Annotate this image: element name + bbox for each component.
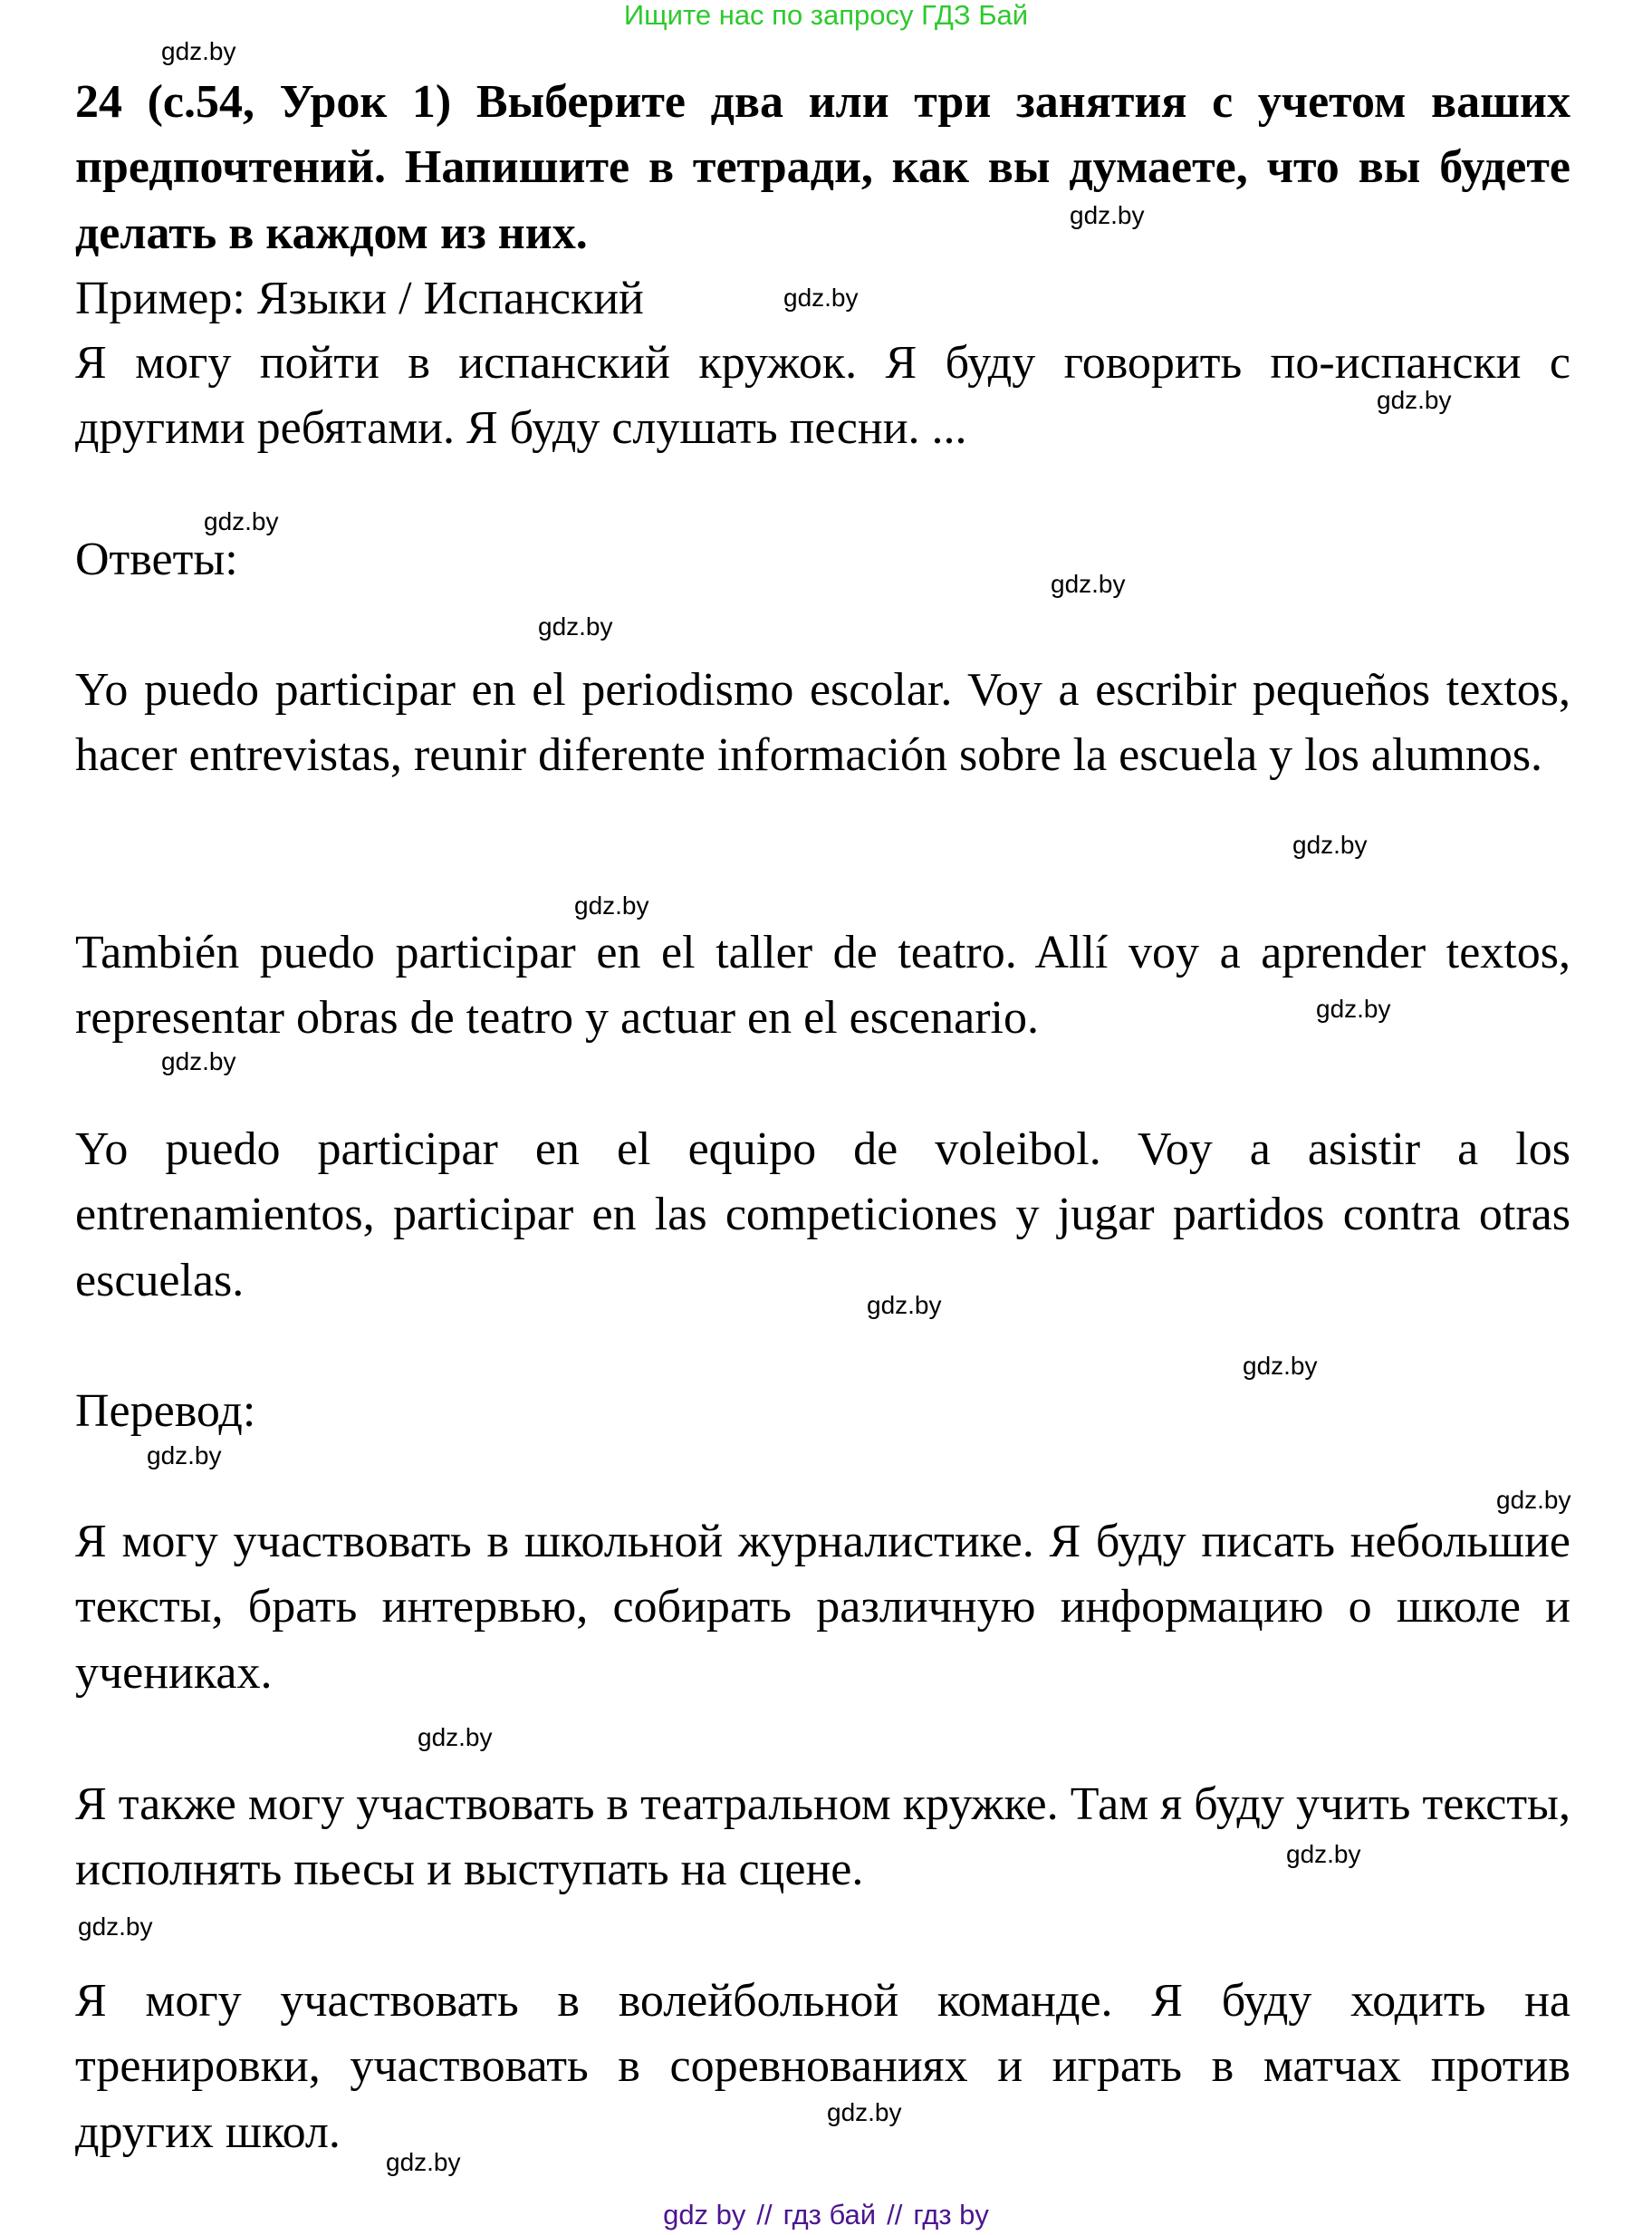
answers-heading: Ответы: — [75, 534, 238, 585]
answer-paragraph: Yo puedo participar en el equipo de voleibol. Voy a asistir a los entrenamientos, participar en las competiciones y jugar partidos contra otras escuelas. — [75, 1123, 1570, 1306]
watermark: gdz.by — [538, 612, 613, 641]
watermark: gdz.by — [1051, 570, 1126, 598]
search-hint-banner: Ищите нас по запросу ГДЗ Бай — [623, 0, 1029, 31]
watermark: gdz.by — [386, 2148, 461, 2176]
watermark: gdz.by — [1070, 201, 1145, 229]
translation-paragraph: Я могу участвовать в волейбольной команде. Я буду ходить на тренировки, участвовать в соревнованиях и играть в матчах против других школ. — [75, 1975, 1570, 2158]
watermark: gdz.by — [161, 1047, 236, 1075]
footer-separator: // — [887, 2199, 903, 2230]
watermark: gdz.by — [418, 1723, 493, 1751]
watermark: gdz.by — [1377, 386, 1452, 414]
watermark: gdz.by — [161, 37, 236, 65]
translation-paragraph: Я могу участвовать в школьной журналистике. Я буду писать небольшие тексты, брать интервью, собирать различную информацию о школе и учениках. — [75, 1516, 1570, 1699]
footer-separator: // — [756, 2199, 773, 2230]
translation-paragraph: Я также могу участвовать в театральном кружке. Там я буду учить тексты, исполнять пьесы и выступать на сцене. — [75, 1778, 1570, 1896]
watermark: gdz.by — [1243, 1352, 1318, 1380]
watermark: gdz.by — [147, 1441, 222, 1469]
watermark: gdz.by — [1286, 1840, 1361, 1868]
footer-links — [0, 2200, 1652, 2230]
watermark: gdz.by — [867, 1291, 942, 1319]
answer-paragraph: Yo puedo participar en el periodismo escolar. Voy a escribir pequeños textos, hacer entrevistas, reunir diferente información sobre la escuela y los alumnos. — [75, 664, 1570, 782]
watermark: gdz.by — [827, 2098, 902, 2126]
translation-heading: Перевод: — [75, 1385, 256, 1437]
watermark: gdz.by — [574, 891, 649, 920]
answer-paragraph: También puedo participar en el taller de teatro. Allí voy a aprender textos, representar obras de teatro y actuar en el escenario. — [75, 927, 1570, 1045]
watermark: gdz.by — [204, 507, 279, 535]
task-title: 24 (с.54, Урок 1) Выберите два или три занятия с учетом ваших предпочтений. Напишите в тетради, как вы думаете, что вы будете делать в каждом из них. — [75, 76, 1570, 259]
footer-link-gdz-by-cyr[interactable]: гдз by — [913, 2199, 989, 2230]
watermark: gdz.by — [1496, 1486, 1571, 1514]
footer-link-gdz-bai[interactable]: гдз бай — [783, 2199, 877, 2230]
watermark: gdz.by — [1316, 995, 1391, 1023]
watermark: gdz.by — [1292, 831, 1368, 859]
watermark: gdz.by — [783, 284, 859, 312]
example-label: Пример: Языки / Испанский — [75, 273, 644, 324]
example-text: Я могу пойти в испанский кружок. Я буду говорить по-испански с другими ребятами. Я буду слушать песни. ... — [75, 337, 1570, 455]
watermark: gdz.by — [78, 1912, 153, 1941]
footer-link-gdz-by[interactable]: gdz by — [663, 2199, 746, 2230]
